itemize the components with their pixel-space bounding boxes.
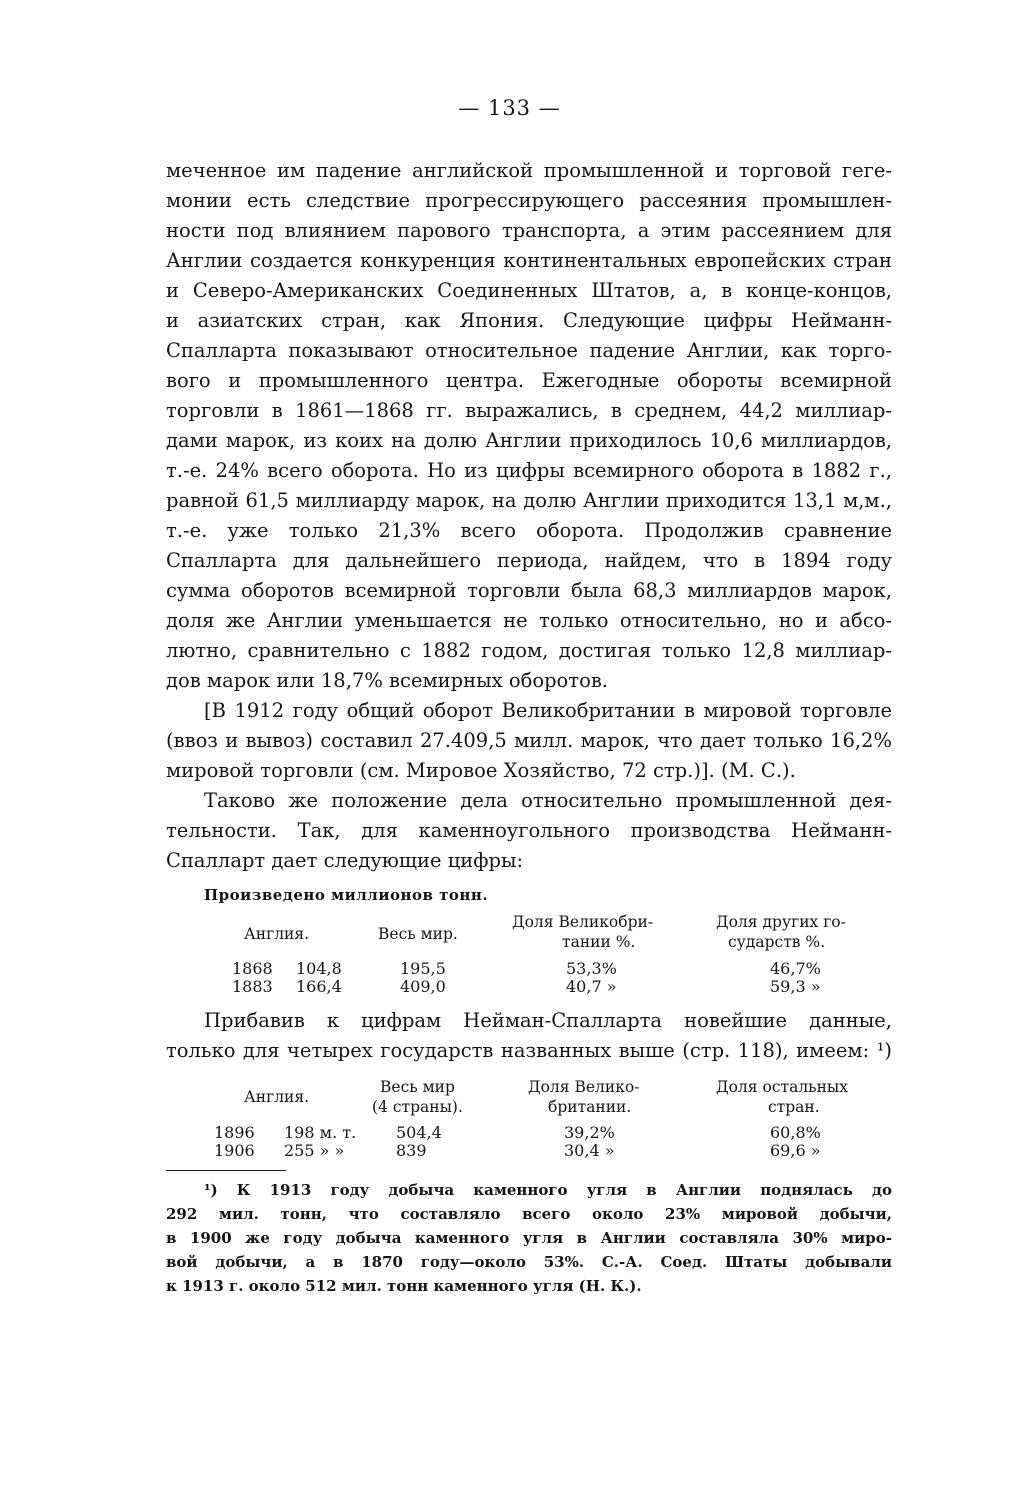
table-cell: 255 » » — [284, 1141, 345, 1160]
text-line: дов марок или 18,7% всемирных оборотов. — [166, 669, 608, 692]
footnote-line: 292 мил. тонн, что составляло всего около 23% мировой добычи, — [166, 1205, 892, 1223]
table-1-caption: Произведено миллионов тонн. — [204, 886, 489, 904]
table-1-header: Весь мир. — [378, 925, 458, 943]
text-line: Прибавив к цифрам Нейман-Спалларта новейшие данные, — [204, 1009, 892, 1032]
table-cell: 30,4 » — [564, 1141, 615, 1160]
text-line: Спалларта показывают относительное падение Англии, как торго- — [166, 339, 892, 362]
text-line: т.-е. уже только 21,3% всего оборота. Продолжив сравнение — [166, 519, 892, 542]
table-cell: 1906 — [214, 1141, 255, 1160]
table-cell: 166,4 — [296, 977, 342, 996]
footnote-line: в 1900 же году добыча каменного угля в Англии составляла 30% миро- — [166, 1229, 892, 1247]
text-line: меченное им падение английской промышленной и торговой геге- — [166, 159, 892, 182]
table-cell: 195,5 — [400, 959, 446, 978]
footnote-line: к 1913 г. около 512 мил. тонн каменного угля (Н. К.). — [166, 1277, 642, 1295]
text-line: и азиатских стран, как Япония. Следующие цифры Нейманн- — [166, 309, 892, 332]
text-line: доля же Англии уменьшается не только относительно, но и абсо- — [166, 609, 892, 632]
paragraph-4 — [166, 1006, 892, 1066]
footnote — [166, 1178, 892, 1298]
paragraph-1 — [166, 156, 892, 876]
table-1-header: сударств %. — [728, 933, 826, 951]
table-2-header: стран. — [768, 1098, 820, 1116]
footnote-divider — [166, 1170, 286, 1171]
table-cell: 60,8% — [770, 1123, 821, 1142]
table-2-header: Англия. — [244, 1088, 310, 1106]
table-cell: 69,6 » — [770, 1141, 821, 1160]
text-line: Спалларт дает следующие цифры: — [166, 849, 524, 872]
text-line: монии есть следствие прогрессирующего рассеяния промышлен- — [166, 189, 892, 212]
table-cell: 39,2% — [564, 1123, 615, 1142]
table-cell: 198 м. т. — [284, 1123, 357, 1142]
text-line: торговли в 1861—1868 гг. выражались, в среднем, 44,2 миллиар- — [166, 399, 892, 422]
text-line: равной 61,5 миллиарду марок, на долю Англии приходится 13,1 м,м., — [166, 489, 892, 512]
table-cell: 409,0 — [400, 977, 446, 996]
table-cell: 40,7 » — [566, 977, 617, 996]
table-cell: 46,7% — [770, 959, 821, 978]
text-line: тельности. Так, для каменноугольного производства Нейманн- — [166, 819, 892, 842]
text-line: и Северо-Американских Соединенных Штатов, а, в конце-концов, — [166, 279, 892, 302]
table-1-header: Доля других го- — [716, 913, 846, 931]
table-1-header: Англия. — [244, 925, 310, 943]
text-line: вого и промышленного центра. Ежегодные обороты всемирной — [166, 369, 892, 392]
text-line: мировой торговли (см. Мировое Хозяйство, 72 стр.)]. (М. С.). — [166, 759, 796, 782]
text-line: сумма оборотов всемирной торговли была 68,3 миллиардов марок, — [166, 579, 892, 602]
text-line: [В 1912 году общий оборот Великобритании в мировой торговле — [204, 699, 892, 722]
table-2-header: британии. — [548, 1098, 632, 1116]
text-line: т.-е. 24% всего оборота. Но из цифры всемирного оборота в 1882 г., — [166, 459, 892, 482]
text-line: (ввоз и вывоз) составил 27.409,5 милл. марок, что дает только 16,2% — [166, 729, 892, 752]
text-line: только для четырех государств названных выше (стр. 118), имеем: ¹) — [166, 1039, 892, 1062]
table-cell: 59,3 » — [770, 977, 821, 996]
text-line: Англии создается конкуренция континентальных европейских стран — [166, 249, 892, 272]
table-2-header: Доля Велико- — [528, 1078, 640, 1096]
table-1-header: тании %. — [562, 933, 636, 951]
table-cell: 1896 — [214, 1123, 255, 1142]
footnote-line: ¹) К 1913 году добыча каменного угля в Англии поднялась до — [204, 1181, 892, 1199]
table-cell: 53,3% — [566, 959, 617, 978]
table-cell: 1868 — [232, 959, 273, 978]
table-2-header: Весь мир — [380, 1078, 455, 1096]
table-2-header: Доля остальных — [716, 1078, 849, 1096]
text-line: Таково же положение дела относительно промышленной дея- — [204, 789, 892, 812]
table-cell: 504,4 — [396, 1123, 442, 1142]
table-cell: 1883 — [232, 977, 273, 996]
table-cell: 839 — [396, 1141, 427, 1160]
text-line: дами марок, из коих на долю Англии приходилось 10,6 миллиардов, — [166, 429, 892, 452]
text-line: Спалларта для дальнейшего периода, найдем, что в 1894 году — [166, 549, 892, 572]
table-cell: 104,8 — [296, 959, 342, 978]
page-number: — 133 — — [458, 96, 561, 120]
table-2-header: (4 страны). — [372, 1098, 463, 1116]
text-line: ности под влиянием парового транспорта, а этим рассеянием для — [166, 219, 892, 242]
table-1-header: Доля Великобри- — [512, 913, 654, 931]
footnote-line: вой добычи, а в 1870 году—около 53%. С.-А. Соед. Штаты добывали — [166, 1253, 892, 1271]
text-line: лютно, сравнительно с 1882 годом, достигая только 12,8 миллиар- — [166, 639, 892, 662]
